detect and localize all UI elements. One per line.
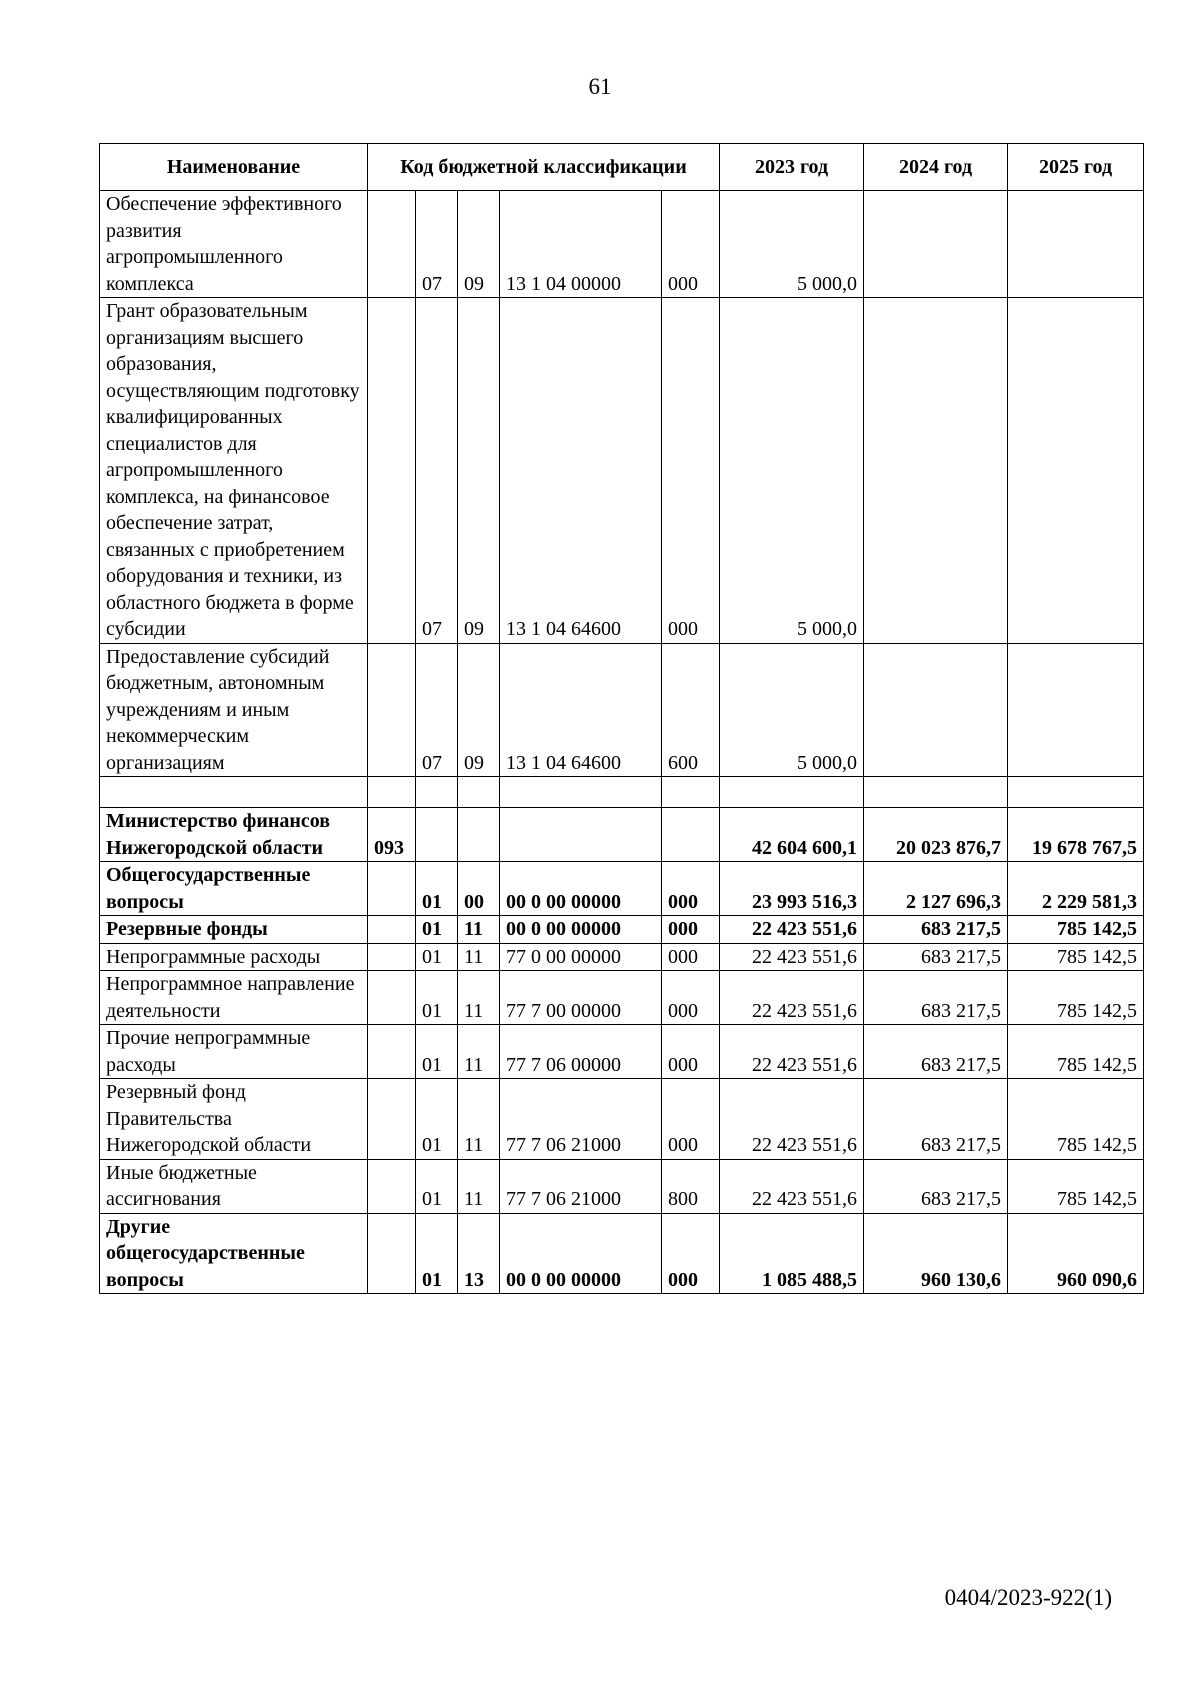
cell-expense-type: 000 — [662, 916, 720, 944]
cell-2024-amount — [864, 298, 1008, 644]
cell-name: Непрограммные расходы — [100, 943, 368, 971]
cell-2025-amount: 785 142,5 — [1008, 943, 1144, 971]
cell-ministry-code — [368, 862, 416, 916]
table-row — [100, 643, 1144, 777]
cell-target-code: 77 7 06 21000 — [500, 1159, 662, 1213]
table-row — [100, 1213, 1144, 1294]
cell-target-code: 00 0 00 00000 — [500, 916, 662, 944]
cell-name: Обеспечение эффективного развития агропромышленного комплекса — [100, 191, 368, 298]
cell-expense-type — [662, 777, 720, 808]
cell-2023-amount: 5 000,0 — [720, 298, 864, 644]
cell-2025-amount: 785 142,5 — [1008, 1025, 1144, 1079]
cell-2023-amount: 22 423 551,6 — [720, 1025, 864, 1079]
cell-target-code: 77 0 00 00000 — [500, 943, 662, 971]
cell-ministry-code — [368, 298, 416, 644]
cell-section-code: 07 — [416, 298, 458, 644]
cell-expense-type — [662, 808, 720, 862]
cell-2024-amount — [864, 191, 1008, 298]
cell-section-code: 01 — [416, 1079, 458, 1160]
cell-2024-amount: 683 217,5 — [864, 916, 1008, 944]
cell-2023-amount: 23 993 516,3 — [720, 862, 864, 916]
cell-2025-amount — [1008, 643, 1144, 777]
cell-ministry-code — [368, 1025, 416, 1079]
cell-ministry-code — [368, 191, 416, 298]
cell-ministry-code — [368, 943, 416, 971]
cell-expense-type: 000 — [662, 191, 720, 298]
table-row — [100, 971, 1144, 1025]
cell-2024-amount: 683 217,5 — [864, 1025, 1008, 1079]
cell-2023-amount: 22 423 551,6 — [720, 1079, 864, 1160]
table-row — [100, 1025, 1144, 1079]
cell-section-code — [416, 808, 458, 862]
table-row — [100, 943, 1144, 971]
cell-target-code: 00 0 00 00000 — [500, 1213, 662, 1294]
cell-subsection-code: 11 — [458, 943, 500, 971]
cell-2023-amount: 1 085 488,5 — [720, 1213, 864, 1294]
cell-expense-type: 000 — [662, 1025, 720, 1079]
cell-2023-amount: 22 423 551,6 — [720, 943, 864, 971]
cell-2023-amount: 22 423 551,6 — [720, 1159, 864, 1213]
cell-2025-amount: 960 090,6 — [1008, 1213, 1144, 1294]
table-row — [100, 808, 1144, 862]
cell-section-code: 01 — [416, 943, 458, 971]
cell-2025-amount — [1008, 298, 1144, 644]
cell-expense-type: 000 — [662, 1213, 720, 1294]
cell-subsection-code — [458, 808, 500, 862]
cell-2023-amount: 5 000,0 — [720, 191, 864, 298]
cell-subsection-code — [458, 777, 500, 808]
cell-subsection-code: 11 — [458, 1025, 500, 1079]
table-row — [100, 1159, 1144, 1213]
cell-name — [100, 777, 368, 808]
cell-subsection-code: 00 — [458, 862, 500, 916]
cell-2025-amount — [1008, 777, 1144, 808]
cell-ministry-code — [368, 916, 416, 944]
cell-expense-type: 000 — [662, 943, 720, 971]
cell-2024-amount — [864, 777, 1008, 808]
cell-2023-amount: 22 423 551,6 — [720, 916, 864, 944]
cell-2025-amount: 19 678 767,5 — [1008, 808, 1144, 862]
cell-section-code — [416, 777, 458, 808]
cell-2024-amount — [864, 643, 1008, 777]
cell-subsection-code: 11 — [458, 971, 500, 1025]
cell-target-code: 13 1 04 00000 — [500, 191, 662, 298]
header-2023: 2023 год — [720, 144, 864, 191]
page-number: 61 — [588, 74, 612, 99]
cell-ministry-code — [368, 1079, 416, 1160]
cell-ministry-code: 093 — [368, 808, 416, 862]
cell-target-code: 13 1 04 64600 — [500, 298, 662, 644]
cell-2025-amount: 785 142,5 — [1008, 971, 1144, 1025]
cell-2024-amount: 960 130,6 — [864, 1213, 1008, 1294]
table-row — [100, 777, 1144, 808]
table-row — [100, 862, 1144, 916]
header-2025: 2025 год — [1008, 144, 1144, 191]
cell-section-code: 07 — [416, 191, 458, 298]
header-2024: 2024 год — [864, 144, 1008, 191]
cell-section-code: 01 — [416, 1213, 458, 1294]
cell-expense-type: 000 — [662, 1079, 720, 1160]
cell-subsection-code: 09 — [458, 643, 500, 777]
document-number: 0404/2023-922(1) — [944, 1585, 1112, 1610]
cell-name: Резервный фонд Правительства Нижегородской области — [100, 1079, 368, 1160]
cell-expense-type: 000 — [662, 971, 720, 1025]
cell-2025-amount: 785 142,5 — [1008, 1159, 1144, 1213]
cell-2025-amount — [1008, 191, 1144, 298]
cell-target-code — [500, 808, 662, 862]
cell-target-code: 13 1 04 64600 — [500, 643, 662, 777]
cell-name: Другие общегосударственные вопросы — [100, 1213, 368, 1294]
cell-2024-amount: 20 023 876,7 — [864, 808, 1008, 862]
cell-name: Предоставление субсидий бюджетным, автономным учреждениям и иным некоммерческим организациям — [100, 643, 368, 777]
budget-table — [99, 143, 1144, 1294]
cell-section-code: 01 — [416, 916, 458, 944]
table-header-row — [100, 144, 1144, 191]
cell-2024-amount: 683 217,5 — [864, 943, 1008, 971]
cell-2023-amount — [720, 777, 864, 808]
cell-2024-amount: 2 127 696,3 — [864, 862, 1008, 916]
cell-expense-type: 800 — [662, 1159, 720, 1213]
cell-section-code: 07 — [416, 643, 458, 777]
cell-ministry-code — [368, 1213, 416, 1294]
cell-name: Грант образовательным организациям высшего образования, осуществляющим подготовку квалифицированных специалистов для агропромышленного комплекса, на финансовое обеспечение затрат, связанных с приобретением оборудования и техники, из областного бюджета в форме субсидии — [100, 298, 368, 644]
cell-2023-amount: 5 000,0 — [720, 643, 864, 777]
table-row — [100, 916, 1144, 944]
cell-2023-amount: 42 604 600,1 — [720, 808, 864, 862]
header-code: Код бюджетной классификации — [368, 144, 720, 191]
cell-ministry-code — [368, 643, 416, 777]
cell-target-code: 77 7 00 00000 — [500, 971, 662, 1025]
cell-expense-type: 000 — [662, 298, 720, 644]
cell-name: Резервные фонды — [100, 916, 368, 944]
cell-target-code: 77 7 06 00000 — [500, 1025, 662, 1079]
cell-subsection-code: 09 — [458, 191, 500, 298]
cell-ministry-code — [368, 1159, 416, 1213]
cell-2024-amount: 683 217,5 — [864, 1079, 1008, 1160]
cell-target-code: 00 0 00 00000 — [500, 862, 662, 916]
cell-section-code: 01 — [416, 862, 458, 916]
cell-2024-amount: 683 217,5 — [864, 971, 1008, 1025]
table-row — [100, 1079, 1144, 1160]
cell-2025-amount: 785 142,5 — [1008, 916, 1144, 944]
header-name: Наименование — [100, 144, 368, 191]
cell-name: Министерство финансов Нижегородской области — [100, 808, 368, 862]
cell-2025-amount: 2 229 581,3 — [1008, 862, 1144, 916]
cell-section-code: 01 — [416, 971, 458, 1025]
cell-section-code: 01 — [416, 1159, 458, 1213]
cell-subsection-code: 11 — [458, 1159, 500, 1213]
table-row — [100, 191, 1144, 298]
table-row — [100, 298, 1144, 644]
cell-name: Непрограммное направление деятельности — [100, 971, 368, 1025]
cell-name: Прочие непрограммные расходы — [100, 1025, 368, 1079]
cell-section-code: 01 — [416, 1025, 458, 1079]
cell-ministry-code — [368, 971, 416, 1025]
cell-name: Общегосударственные вопросы — [100, 862, 368, 916]
table-body — [100, 191, 1144, 1294]
cell-target-code: 77 7 06 21000 — [500, 1079, 662, 1160]
cell-subsection-code: 09 — [458, 298, 500, 644]
cell-subsection-code: 11 — [458, 916, 500, 944]
cell-ministry-code — [368, 777, 416, 808]
cell-subsection-code: 11 — [458, 1079, 500, 1160]
cell-name: Иные бюджетные ассигнования — [100, 1159, 368, 1213]
cell-2024-amount: 683 217,5 — [864, 1159, 1008, 1213]
cell-subsection-code: 13 — [458, 1213, 500, 1294]
cell-2025-amount: 785 142,5 — [1008, 1079, 1144, 1160]
cell-expense-type: 000 — [662, 862, 720, 916]
cell-expense-type: 600 — [662, 643, 720, 777]
cell-target-code — [500, 777, 662, 808]
cell-2023-amount: 22 423 551,6 — [720, 971, 864, 1025]
